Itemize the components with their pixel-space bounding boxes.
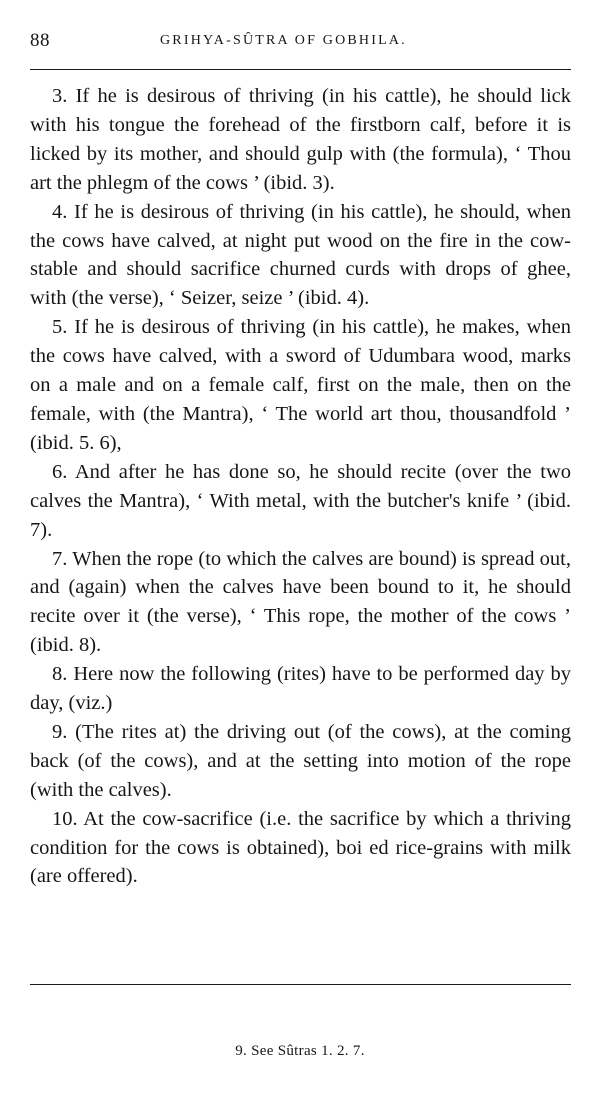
paragraph-sutra-7: 7. When the rope (to which the calves are bound) is spread out, and (again) when the calves have been bound to it, he should recite over it (the verse), ‘ This rope, the mother of the cows ’ (ibid. 8). [30, 547, 571, 657]
footnote-rule [30, 984, 571, 985]
page-header [30, 30, 572, 60]
running-title: GRIHYA-SÛTRA OF GOBHILA. [160, 33, 407, 48]
main-text [30, 82, 571, 891]
paragraph-sutra-10: 10. At the cow-sacrifice (i.e. the sacrifice by which a thriving condition for the cows is obtained), boi ed rice-grains with milk (are offered). [30, 807, 571, 888]
paragraph-sutra-3: 3. If he is desirous of thriving (in his cattle), he should lick with his tongue the forehead of the firstborn calf, before it is licked by its mother, and should gulp with (the formula), ‘ Thou art the phlegm of the cows ’ (ibid. 3). [30, 85, 571, 194]
paragraph-sutra-8: 8. Here now the following (rites) have to be performed day by day, (viz.) [30, 663, 571, 715]
paragraph-sutra-6: 6. And after he has done so, he should recite (over the two calves the Mantra), ‘ With metal, with the butcher's knife ’ (ibid. 7). [30, 460, 571, 541]
paragraph-sutra-4: 4. If he is desirous of thriving (in his cattle), he should, when the cows have calved, at night put wood on the fire in the cow-stable and should sacrifice churned curds with drops of ghee, with (the verse), ‘ Seizer, seize ’ (ibid. 4). [30, 200, 571, 310]
paragraph-sutra-9: 9. (The rites at) the driving out (of the cows), at the coming back (of the cows), and at the setting into motion of the rope (with the calves). [30, 720, 571, 801]
footnote: 9. See Sûtras 1. 2. 7. [235, 1043, 365, 1059]
paragraph-sutra-5: 5. If he is desirous of thriving (in his cattle), he makes, when the cows have calved, with a sword of Udumbara wood, marks on a male and on a female calf, first on the male, then on the female, with (the Mantra), ‘ The world art thou, thousandfold ’ (ibid. 5. 6), [30, 316, 571, 454]
header-rule [30, 69, 571, 70]
page-number: 88 [30, 30, 50, 51]
